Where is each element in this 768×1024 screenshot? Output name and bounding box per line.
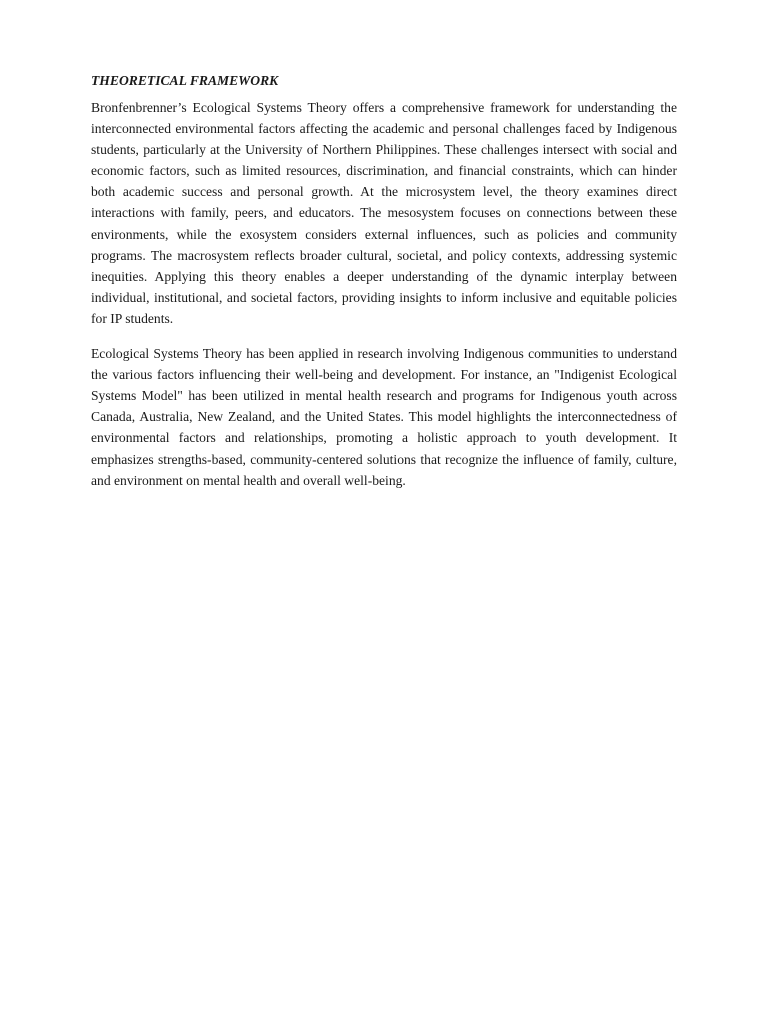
section-heading: THEORETICAL FRAMEWORK bbox=[91, 73, 279, 88]
document-body bbox=[91, 70, 677, 505]
paragraph-2: Ecological Systems Theory has been applied in research involving Indigenous communities to understand the various factors influencing their well-being and development. For instance, an "Indigenist Ecological Systems Model" has been utilized in mental health research and programs for Indigenous youth across Canada, Australia, New Zealand, and the United States. This model highlights the interconnectedness of environmental factors and relationships, promoting a holistic approach to youth development. It emphasizes strengths-based, community-centered solutions that recognize the influence of family, culture, and environment on mental health and overall well-being. bbox=[91, 346, 677, 488]
paragraph-1: Bronfenbrenner’s Ecological Systems Theory offers a comprehensive framework for understanding the interconnected environmental factors affecting the academic and personal challenges faced by Indigenous students, particularly at the University of Northern Philippines. These challenges intersect with social and economic factors, such as limited resources, discrimination, and financial constraints, which can hinder both academic success and personal growth. At the microsystem level, the theory examines direct interactions with family, peers, and educators. The mesosystem focuses on connections between these environments, while the exosystem considers external influences, such as policies and community programs. The macrosystem reflects broader cultural, societal, and policy contexts, addressing systemic inequities. Applying this theory enables a deeper understanding of the dynamic interplay between individual, institutional, and societal factors, providing insights to inform inclusive and equitable policies for IP students. bbox=[91, 100, 677, 326]
